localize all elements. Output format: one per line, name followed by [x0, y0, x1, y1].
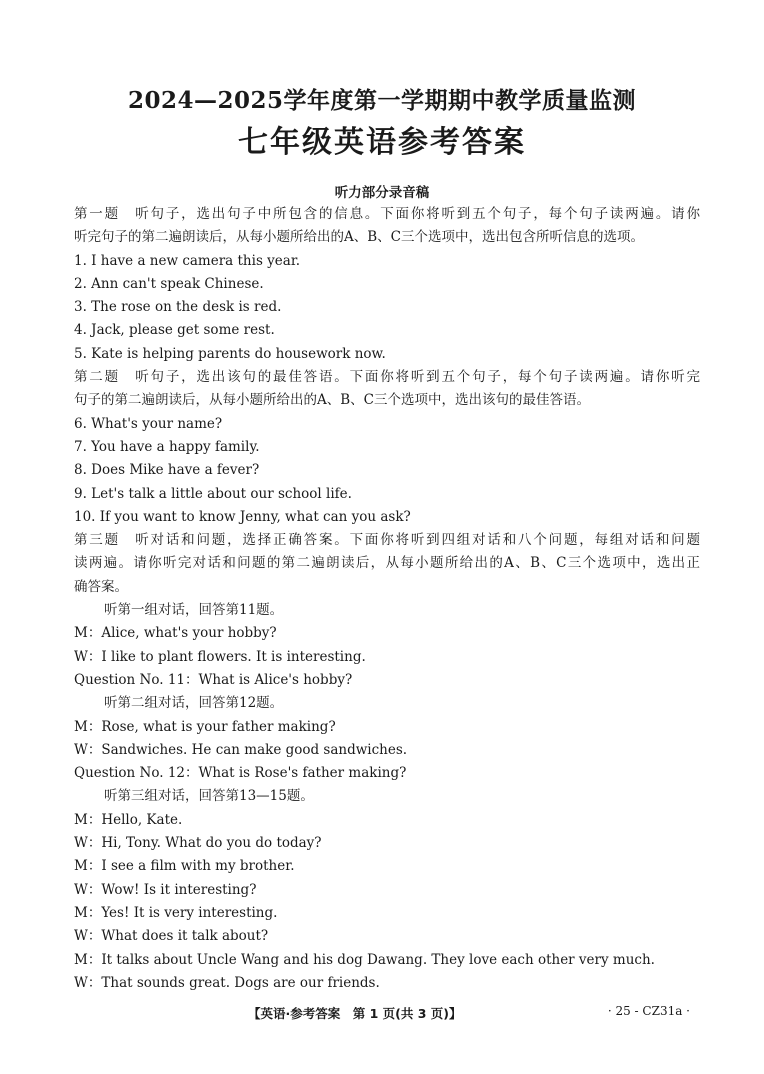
- listening-item: 2. Ann can't speak Chinese.: [74, 275, 264, 292]
- dialogue-line: W：Hi, Tony. What do you do today?: [74, 835, 322, 852]
- dialogue-line: W：Wow! Is it interesting?: [74, 881, 257, 898]
- part3-instruction-line: 确答案。: [74, 578, 128, 595]
- dialogue-question: Question No. 11：What is Alice's hobby?: [74, 671, 353, 688]
- listening-item: 10. If you want to know Jenny, what can you ask?: [74, 508, 411, 525]
- document-subtitle: 七年级英语参考答案: [238, 125, 526, 160]
- dialogue-group-heading: 听第一组对话，回答第11题。: [104, 602, 284, 619]
- dialogue-line: M：Alice, what's your hobby?: [74, 625, 277, 642]
- dialogue-group-heading: 听第二组对话，回答第12题。: [104, 695, 284, 712]
- part1-instruction-line: 第一题 听句子，选出句子中所包含的信息。下面你将听到五个句子，每个句子读两遍。请你: [74, 206, 700, 222]
- dialogue-line: M：I see a film with my brother.: [74, 858, 295, 875]
- listening-item: 5. Kate is helping parents do housework now.: [74, 345, 386, 362]
- section-title: 听力部分录音稿: [334, 185, 430, 201]
- dialogue-line: M：Hello, Kate.: [74, 811, 183, 828]
- listening-item: 3. The rose on the desk is red.: [74, 299, 282, 316]
- dialogue-line: W：I like to plant flowers. It is interesting.: [74, 648, 366, 665]
- dialogue-line: M：It talks about Uncle Wang and his dog Dawang. They love each other very much.: [74, 951, 655, 968]
- dialogue-line: W：What does it talk about?: [74, 928, 269, 945]
- listening-item: 9. Let's talk a little about our school life.: [74, 485, 352, 502]
- page-footer-code: · 25 - CZ31a ·: [607, 1004, 690, 1018]
- part2-instruction-line: 句子的第二遍朗读后，从每小题所给出的A、B、C三个选项中，选出该句的最佳答语。: [74, 392, 590, 409]
- listening-item: 1. I have a new camera this year.: [74, 252, 301, 269]
- listening-item: 8. Does Mike have a fever?: [74, 462, 260, 479]
- dialogue-line: M：Yes! It is very interesting.: [74, 904, 278, 921]
- part1-instruction-line: 听完句子的第二遍朗读后，从每小题所给出的A、B、C三个选项中，选出包含所听信息的选项。: [74, 229, 644, 246]
- dialogue-group-heading: 听第三组对话，回答第13—15题。: [104, 788, 314, 805]
- dialogue-line: W：Sandwiches. He can make good sandwiches.: [74, 741, 408, 758]
- page-footer-label: 【英语·参考答案 第 1 页(共 3 页)】: [248, 1006, 462, 1021]
- dialogue-line: M：Rose, what is your father making?: [74, 718, 336, 735]
- dialogue-line: W：That sounds great. Dogs are our friends.: [74, 974, 380, 991]
- listening-item: 7. You have a happy family.: [74, 438, 260, 455]
- part3-instruction-line: 第三题 听对话和问题，选择正确答案。下面你将听到四组对话和八个问题，每组对话和问题: [74, 532, 700, 549]
- document-title: 2024—2025学年度第一学期期中教学质量监测: [127, 87, 637, 114]
- dialogue-question: Question No. 12：What is Rose's father making?: [74, 765, 407, 782]
- part3-instruction-line: 读两遍。请你听完对话和问题的第二遍朗读后，从每小题所给出的A、B、C三个选项中，选出正: [74, 555, 700, 572]
- part2-instruction-line: 第二题 听句子，选出该句的最佳答语。下面你将听到五个句子，每个句子读两遍。请你听完: [74, 369, 700, 386]
- listening-item: 4. Jack, please get some rest.: [74, 322, 275, 339]
- document-body: [74, 203, 700, 995]
- listening-item: 6. What's your name?: [74, 415, 223, 432]
